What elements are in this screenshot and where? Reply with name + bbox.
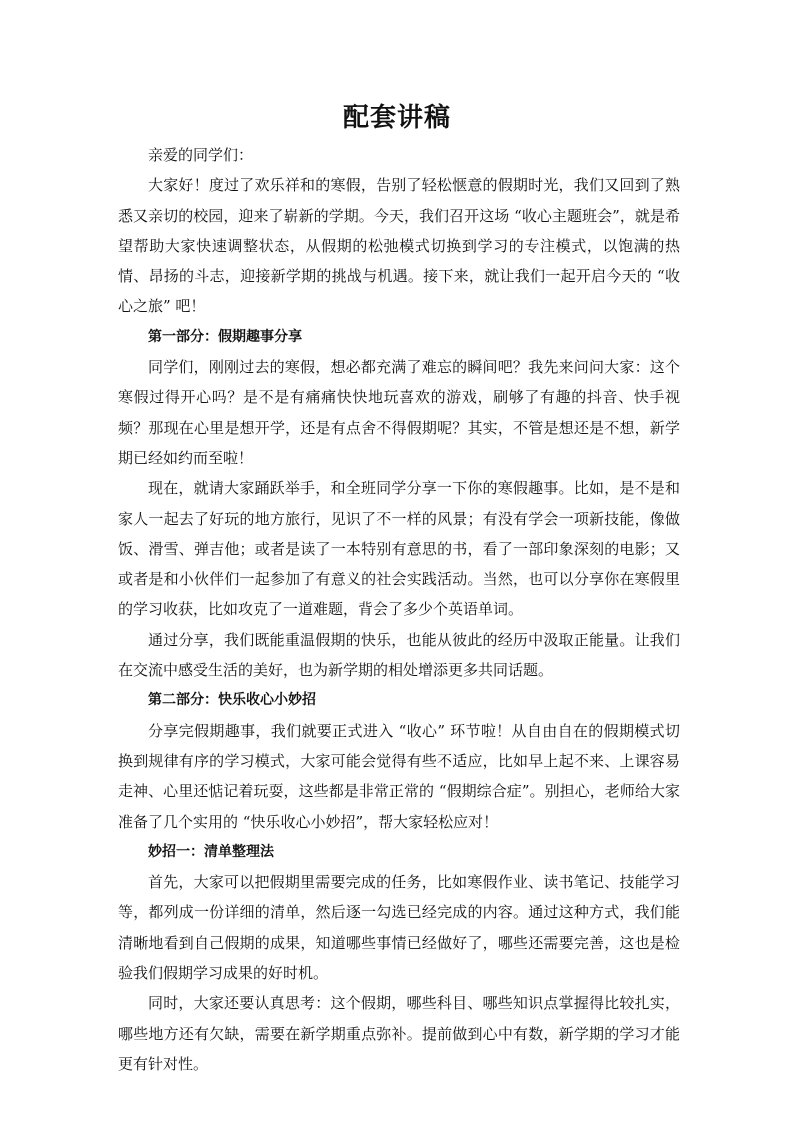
section-heading-part-one: 第一部分：假期趣事分享 xyxy=(148,328,302,345)
body-paragraph: 首先，大家可以把假期里需要完成的任务，比如寒假作业、读书笔记、技能学习等，都列成一份详细的清单，然后逐一勾选已经完成的内容。通过这种方式，我们能清晰地看到自己假期的成果，知道哪些事情已经做好了，哪些还需要完善，这也是检验我们假期学习成果的好时机。 xyxy=(118,873,680,983)
intro-paragraph: 大家好！度过了欢乐祥和的寒假，告别了轻松惬意的假期时光，我们又回到了熟悉又亲切的校园，迎来了崭新的学期。今天，我们召开这场 “收心主题班会”，就是希望帮助大家快速调整状态，从假期的松弛模式切换到学习的专注模式，以饱满的热情、昂扬的斗志，迎接新学期的挑战与机遇。接下来，就让我们一起开启今天的 “收心之旅” 吧！ xyxy=(118,176,680,316)
section-heading-part-two: 第二部分：快乐收心小妙招 xyxy=(148,692,316,709)
body-paragraph: 通过分享，我们既能重温假期的快乐，也能从彼此的经历中汲取正能量。让我们在交流中感受生活的美好，也为新学期的相处增添更多共同话题。 xyxy=(118,630,680,680)
subsection-heading-tip-one: 妙招一：清单整理法 xyxy=(148,843,274,860)
body-paragraph: 同学们，刚刚过去的寒假，想必都充满了难忘的瞬间吧？我先来问问大家：这个寒假过得开心吗？是不是有痛痛快快地玩喜欢的游戏，刷够了有趣的抖音、快手视频？那现在心里是想开学，还是有点舍不得假期呢？其实，不管是想还是不想，新学期已经如约而至啦！ xyxy=(118,358,680,467)
body-paragraph: 分享完假期趣事，我们就要正式进入 “收心” 环节啦！从自由自在的假期模式切换到规律有序的学习模式，大家可能会觉得有些不适应，比如早上起不来、上课容易走神、心里还惦记着玩耍，这些都是非常正常的 “假期综合症”。别担心，老师给大家准备了几个实用的 “快乐收心小妙招”，帮大家轻松应对！ xyxy=(118,721,680,831)
body-paragraph: 同时，大家还要认真思考：这个假期，哪些科目、哪些知识点掌握得比较扎实，哪些地方还有欠缺，需要在新学期重点弥补。提前做到心中有数，新学期的学习才能更有针对性。 xyxy=(118,994,680,1073)
greeting-paragraph: 亲爱的同学们： xyxy=(148,146,254,164)
document-body xyxy=(118,140,680,1079)
document-title: 配套讲稿 xyxy=(342,103,451,133)
body-paragraph: 现在，就请大家踊跃举手，和全班同学分享一下你的寒假趣事。比如，是不是和家人一起去了好玩的地方旅行，见识了不一样的风景；有没有学会一项新技能，像做饭、滑雪、弹吉他；或者是读了一本特别有意思的书，看了一部印象深刻的电影；又或者是和小伙伴们一起参加了有意义的社会实践活动。当然，也可以分享你在寒假里的学习收获，比如攻克了一道难题，背会了多少个英语单词。 xyxy=(118,479,680,619)
